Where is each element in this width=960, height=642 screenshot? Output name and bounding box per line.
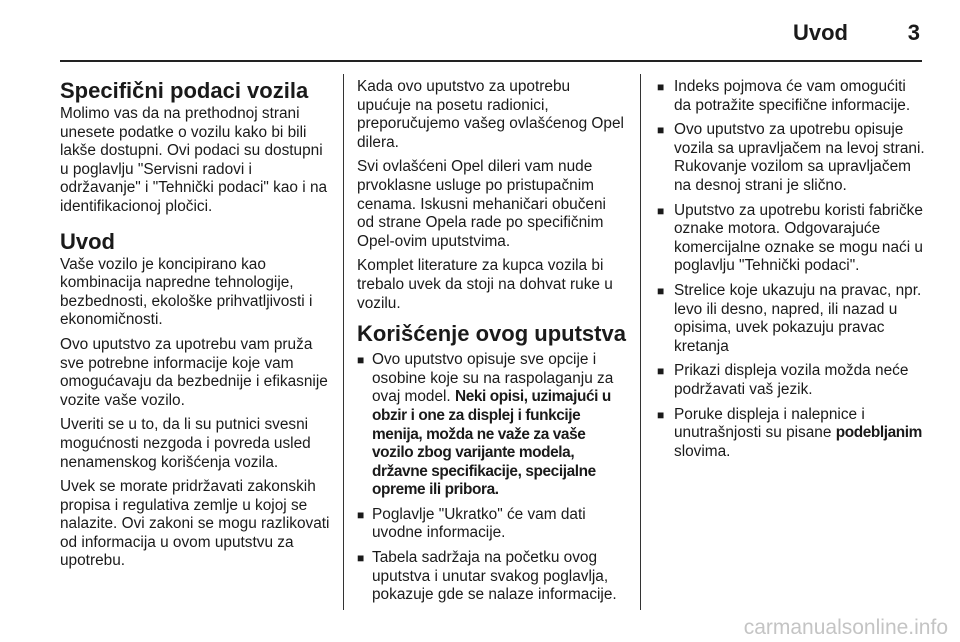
list-item-text: Uputstvo za upotrebu koristi fabričke oznake motora. Odgovarajuće komercijalne oznake se mogu naći u poglavlju "Tehnički podaci". xyxy=(674,201,923,275)
paragraph: Vaše vozilo je koncipirano kao kombinacija napredne tehnologije, bezbednosti, ekološke prihvatljivosti i ekonomičnosti. xyxy=(60,255,313,329)
list-item xyxy=(357,506,627,543)
heading-using-manual: Korišćenje ovog uputstva xyxy=(357,321,626,347)
list-item xyxy=(656,121,926,195)
column-3 xyxy=(656,78,926,467)
column-2 xyxy=(357,78,627,611)
list-item-text: slovima. xyxy=(674,442,731,460)
column-divider-2 xyxy=(640,74,641,610)
paragraph: Uvek se morate pridržavati zakonskih propisa i regulativa zemlje u kojoj se nalazite. Ovi zakoni se mogu razlikovati od informacija u ovom uputstvu za upotrebu. xyxy=(60,478,330,570)
heading-introduction: Uvod xyxy=(60,228,115,254)
list-item xyxy=(357,549,627,605)
list-item-text: Poglavlje "Ukratko" će vam dati uvodne informacije. xyxy=(372,505,586,542)
paragraph: Svi ovlašćeni Opel dileri vam nude prvoklasne usluge po pristupačnim cenama. Iskusni mehaničari obučeni od strane Opela rade po specifičnim Opel-ovim uputstvima. xyxy=(357,158,606,250)
watermark: carmanualsonline.info xyxy=(743,616,948,639)
bullet-icon: ■ xyxy=(657,364,665,379)
list-item-bold-text: Neki opisi, uzimajući u obzir i one za displej i funkcije menija, možda ne važe za vaše vozilo zbog varijante modela, državne specifikacije, specijalne opreme ili pribora. xyxy=(372,388,611,499)
list-item-text: Indeks pojmova će vam omogućiti da potražite specifične informacije. xyxy=(674,78,911,114)
bullet-icon: ■ xyxy=(357,353,365,368)
paragraph: Uveriti se u to, da li su putnici svesni mogućnosti nezgoda i povreda usled nenamenskog korišćenja vozila. xyxy=(60,416,311,471)
paragraph: Kada ovo uputstvo za upotrebu upućuje na posetu radionici, preporučujemo vašeg ovlašćenog Opel dilera. xyxy=(357,78,624,151)
page-number: 3 xyxy=(907,20,920,45)
bullet-icon: ■ xyxy=(657,407,665,422)
bullet-icon: ■ xyxy=(357,551,365,566)
list-item-bold-text: podebljanim xyxy=(835,424,922,442)
column-divider-1 xyxy=(343,74,344,610)
paragraph: Molimo vas da na prethodnoj strani unesete podatke o vozilu kako bi bili lakše dostupni. Ovi podaci su dostupni u poglavlju "Servisni radovi i održavanje" i "Tehnički podaci" kao i na identifikacionoj pločici. xyxy=(60,105,328,215)
bullet-list xyxy=(357,351,627,605)
bullet-list xyxy=(656,78,926,461)
column-1 xyxy=(60,78,332,577)
list-item xyxy=(656,362,926,399)
list-item-text: Ovo uputstvo opisuje sve opcije i osobine koje su na raspolaganju za ovaj model. xyxy=(372,351,614,406)
list-item xyxy=(357,351,627,500)
bullet-icon: ■ xyxy=(657,123,665,138)
list-item-text: Prikazi displeja vozila možda neće podržavati vaš jezik. xyxy=(674,362,909,398)
list-item-text: Strelice koje ukazuju na pravac, npr. levo ili desno, napred, ili nazad u opisima, uvek pokazuju pravac kretanja xyxy=(674,281,922,355)
bullet-icon: ■ xyxy=(657,283,665,298)
list-item-text: Poruke displeja i nalepnice i unutrašnjosti su pisane xyxy=(674,405,865,442)
list-item xyxy=(656,78,926,115)
list-item-text: Tabela sadržaja na početku ovog uputstva i unutar svakog poglavlja, pokazuje gde se nalaze informacije. xyxy=(372,549,617,604)
paragraph: Komplet literature za kupca vozila bi trebalo uvek da stoji na dohvat ruke u vozilu. xyxy=(357,257,613,312)
list-item xyxy=(656,406,926,462)
bullet-icon: ■ xyxy=(657,80,665,94)
heading-vehicle-data: Specifični podaci vozila xyxy=(60,78,309,103)
list-item xyxy=(656,282,926,356)
bullet-icon: ■ xyxy=(657,203,665,218)
section-title: Uvod xyxy=(793,20,848,45)
list-item xyxy=(656,202,926,276)
paragraph: Ovo uputstvo za upotrebu vam pruža sve potrebne informacije koje vam omogućavaju da bezbednije i efikasnije vozite vaše vozilo. xyxy=(60,335,328,409)
bullet-icon: ■ xyxy=(357,507,365,522)
list-item-text: Ovo uputstvo za upotrebu opisuje vozila sa upravljačem na levoj strani. Rukovanje vozilom sa upravljačem na desnoj strani je slično. xyxy=(674,121,925,194)
page-header xyxy=(60,0,922,62)
